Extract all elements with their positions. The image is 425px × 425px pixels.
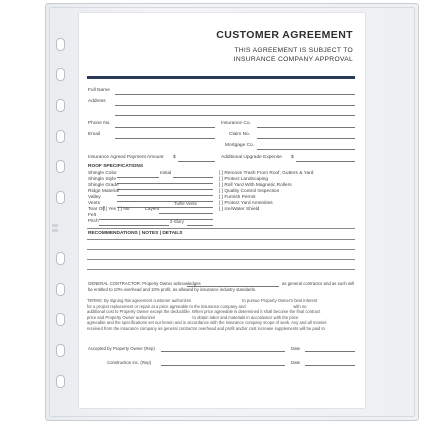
contractor-date-field[interactable] <box>305 365 355 366</box>
dollar-sign: $ <box>291 155 294 160</box>
felt-label: Felt <box>88 213 96 218</box>
terms-line: price and Property Owner authorizes to obtain labor and materials in accordance with the price <box>87 314 299 320</box>
felt-field[interactable] <box>99 219 213 220</box>
punch-hole <box>56 344 65 357</box>
terms-line: TERMS: By signing this agreement customer authorizes to pursue Property Owner's best interest <box>87 298 318 303</box>
subtitle-line-1: THIS AGREEMENT IS SUBJECT TO <box>234 47 353 54</box>
full-name-field[interactable] <box>115 94 355 95</box>
tear-off-no-checkbox[interactable]: [ ] No <box>118 207 130 212</box>
turtle-vents-label: Turtle Vents <box>174 201 197 206</box>
header-rule <box>87 76 355 79</box>
date-label: Date <box>291 346 301 351</box>
punch-hole <box>56 160 65 173</box>
sleeve-mark <box>52 229 58 232</box>
shingle-grade-field[interactable] <box>117 189 213 190</box>
insurance-amount-field[interactable] <box>178 161 215 162</box>
vents-label: Vents <box>88 201 101 206</box>
tear-off-yes-checkbox[interactable]: [ ] Yes <box>103 207 117 212</box>
contractor-signature-field[interactable] <box>161 365 285 366</box>
full-name-label: Full Name <box>88 88 110 93</box>
gc-text-1: GENERAL CONTRACTOR: Property Owner acknowledges <box>88 281 201 286</box>
details-label: DETAILS <box>162 231 183 236</box>
claim-no-field[interactable] <box>257 138 355 139</box>
additional-upgrade-label: Additional Upgrade Expense <box>221 155 282 160</box>
layers-label: Layers <box>145 207 160 212</box>
phone-label: Phone No. <box>88 121 111 126</box>
punch-hole <box>56 191 65 204</box>
terms-line: for a project replacement or repair at a price agreeable to the insurance company and with no <box>87 303 307 309</box>
document-title: CUSTOMER AGREEMENT <box>216 29 353 41</box>
insurance-co-field[interactable] <box>257 127 355 128</box>
notes-line[interactable] <box>87 259 355 260</box>
two-story-label: 2-Story <box>170 219 184 224</box>
initial-label: Initial <box>160 171 172 176</box>
insurance-co-label: Insurance Co. <box>221 121 251 126</box>
terms-line: agreeable and the specifications set out herein and in accordance with the insurance company scope of work. Any and all monies <box>87 320 327 326</box>
ridge-material-label: Ridge Material <box>88 189 119 194</box>
notes-line[interactable] <box>87 249 355 250</box>
two-story-field[interactable] <box>187 225 213 226</box>
punch-hole <box>56 252 65 265</box>
address-label: Address <box>88 99 106 104</box>
valley-label: Valley <box>88 195 101 200</box>
initial-field[interactable] <box>173 177 213 178</box>
shingle-style-field[interactable] <box>117 183 213 184</box>
checkbox-remove-trash[interactable]: [ ] Remove Trash From Roof, Gutters & Yard <box>219 171 314 176</box>
email-field[interactable] <box>115 138 215 139</box>
punch-hole <box>56 375 65 388</box>
notes-line[interactable] <box>87 239 355 240</box>
ridge-material-field[interactable] <box>117 195 213 196</box>
owner-signature-field[interactable] <box>161 351 285 352</box>
owner-date-field[interactable] <box>305 351 355 352</box>
insurance-agreed-label: Insurance Agreed Payment Amount <box>88 155 164 160</box>
checkbox-protect-landscaping[interactable]: [ ] Protect Landscaping <box>219 177 269 182</box>
punch-hole <box>56 313 65 326</box>
shingle-color-field[interactable] <box>117 177 159 178</box>
pitch-field[interactable] <box>99 225 169 226</box>
tear-off-label: Tear Off <box>88 207 105 212</box>
punch-hole <box>56 283 65 296</box>
checkbox-roll-yard[interactable]: [ ] Roll Yard With Magnetic Rollers <box>219 183 292 188</box>
punch-hole <box>56 130 65 143</box>
checkbox-protect-amenities[interactable]: [ ] Protect Yard Amenities <box>219 201 273 206</box>
layers-field[interactable] <box>159 213 213 214</box>
terms-line: additional cost to Property Owner except the deductible. When price agreeable is determined it shall become the final contract <box>87 309 321 315</box>
date-label: Date <box>291 360 301 365</box>
checkbox-quality-control[interactable]: [ ] Quality Control Inspection <box>219 189 280 194</box>
shingle-color-label: Shingle Color <box>88 171 117 176</box>
notes-line[interactable] <box>87 269 355 270</box>
email-label: Email <box>88 132 100 137</box>
gc-text-2: as general contractor and as such will <box>282 281 354 286</box>
mortgage-co-field[interactable] <box>257 149 355 150</box>
notes-label: NOTES <box>141 231 159 236</box>
punch-hole <box>56 99 65 112</box>
accepted-by-label: Accepted by Property Owner (Rep) <box>88 346 155 351</box>
sleeve-mark <box>52 224 58 227</box>
punch-hole <box>56 68 65 81</box>
mortgage-co-label: Mortgage Co. <box>225 143 255 148</box>
construction-rep-label: Construction Inc. (Rep) <box>107 360 152 365</box>
subtitle-line-2: INSURANCE COMPANY APPROVAL <box>233 56 353 63</box>
dollar-sign: $ <box>173 155 176 160</box>
address-field[interactable] <box>115 105 355 106</box>
vents-field[interactable] <box>117 207 213 208</box>
punch-hole <box>56 38 65 51</box>
document-subtitle <box>234 46 353 64</box>
shingle-style-label: Shingle Style <box>88 177 116 182</box>
checkbox-ice-water-shield[interactable]: [ ] Ice/Water Shield <box>219 207 260 212</box>
terms-paragraph <box>87 298 357 332</box>
shingle-grade-label: Shingle Grade <box>88 183 119 188</box>
pitch-label: Pitch <box>88 219 99 224</box>
checkbox-furnish-permit[interactable]: [ ] Furnish Permit <box>219 195 256 200</box>
section-rule <box>87 228 355 229</box>
recommendations-label: RECOMMENDATIONS <box>88 231 138 236</box>
gc-text-3: be entitled to 10% overhead and 10% profit, as allowed by insurance industry standards. <box>88 287 257 292</box>
claim-no-label: Claim No. <box>229 132 251 137</box>
roof-specs-heading: ROOF SPECIFICATIONS <box>88 164 144 169</box>
heading-divider: | <box>139 231 142 236</box>
heading-divider: | <box>159 231 163 236</box>
recommendations-heading <box>88 231 183 237</box>
address-field-line-2[interactable] <box>115 115 355 116</box>
phone-field[interactable] <box>115 127 215 128</box>
terms-line: received from the insurance company as general contractor overhead and profit and/or cost increase supplements will be paid to <box>87 325 325 331</box>
agreement-document <box>79 13 365 408</box>
valley-field[interactable] <box>117 201 213 202</box>
upgrade-amount-field[interactable] <box>296 161 355 162</box>
